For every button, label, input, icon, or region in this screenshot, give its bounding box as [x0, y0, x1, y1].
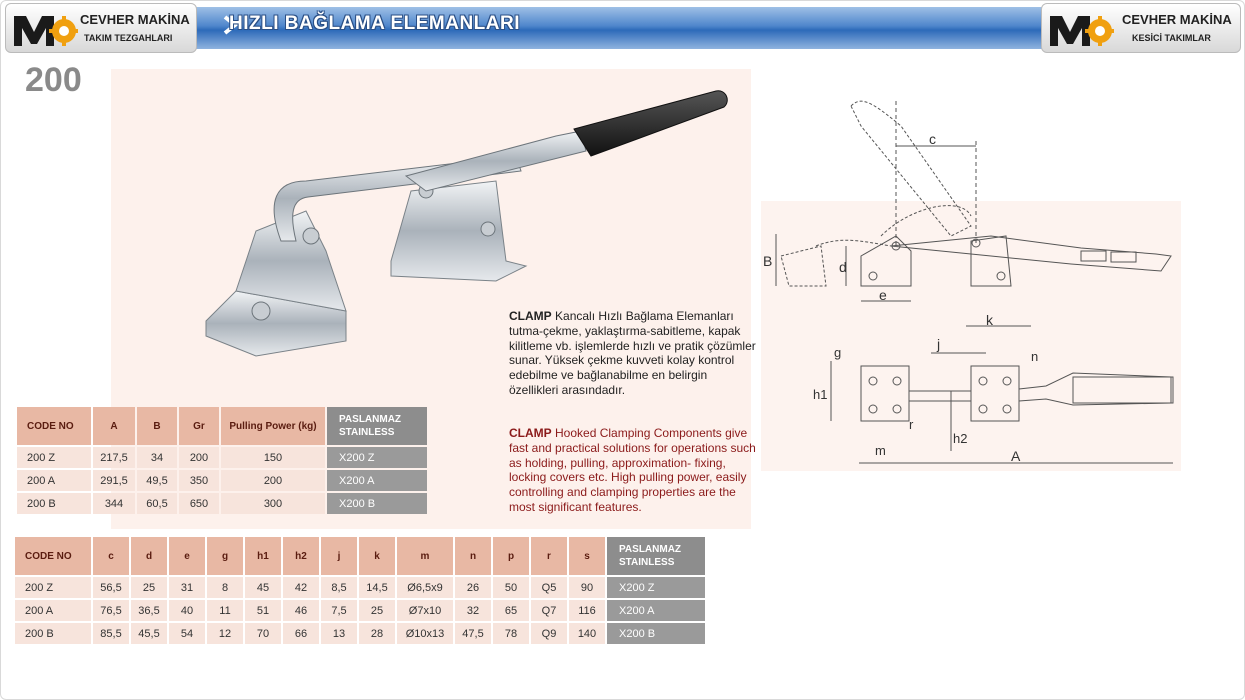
cell: 300: [221, 493, 325, 514]
cell: 66: [283, 623, 319, 644]
cell: X200 Z: [607, 577, 705, 598]
cell: 25: [359, 600, 395, 621]
col-j: j: [321, 537, 357, 575]
label-n: n: [1031, 349, 1039, 364]
col-code: CODE NO: [15, 537, 91, 575]
cell: 14,5: [359, 577, 395, 598]
model-number: 200: [25, 61, 82, 99]
label-h2: h2: [953, 431, 968, 446]
cell: Q5: [531, 577, 567, 598]
cell: 13: [321, 623, 357, 644]
cell: 49,5: [137, 470, 177, 491]
col-d: d: [131, 537, 167, 575]
cell: 45: [245, 577, 281, 598]
col-k: k: [359, 537, 395, 575]
table-header-row: [17, 407, 427, 445]
cell: X200 B: [327, 493, 427, 514]
cell: 78: [493, 623, 529, 644]
cell: 34: [137, 447, 177, 468]
cell: 8,5: [321, 577, 357, 598]
col-A: A: [93, 407, 135, 445]
col-g: g: [207, 537, 243, 575]
cell: 85,5: [93, 623, 129, 644]
table-row: [15, 577, 705, 598]
cell: 76,5: [93, 600, 129, 621]
col-B: B: [137, 407, 177, 445]
cell: 116: [569, 600, 605, 621]
col-r: r: [531, 537, 567, 575]
cell: Ø10x13: [397, 623, 453, 644]
label-e: e: [879, 287, 887, 303]
cell: 344: [93, 493, 135, 514]
col-c: c: [93, 537, 129, 575]
description-tr-lead: CLAMP: [509, 309, 552, 323]
cell: 150: [221, 447, 325, 468]
cell: 217,5: [93, 447, 135, 468]
col-m: m: [397, 537, 453, 575]
label-m: m: [875, 443, 886, 458]
cell: 12: [207, 623, 243, 644]
description-en: [509, 426, 759, 515]
col-Gr: Gr: [179, 407, 219, 445]
cell: 31: [169, 577, 205, 598]
description-en-text: Hooked Clamping Components give fast and practical solutions for operations such as holding, pulling, approximation- fixing, locking covers etc. High pulling power, easily controlling and clamping properties are the most significant features.: [509, 426, 756, 514]
cell: 28: [359, 623, 395, 644]
label-g: g: [834, 345, 842, 360]
main-dimensions-table: [15, 405, 429, 516]
col-s: s: [569, 537, 605, 575]
cell: 200 A: [15, 600, 91, 621]
cell: 26: [455, 577, 491, 598]
detail-dimensions-table: [13, 535, 707, 646]
cell: 56,5: [93, 577, 129, 598]
col-pulling-power: Pulling Power (kg): [221, 407, 325, 445]
col-h1: h1: [245, 537, 281, 575]
cell: 11: [207, 600, 243, 621]
description-en-lead: CLAMP: [509, 426, 552, 440]
cell: 42: [283, 577, 319, 598]
cell: 70: [245, 623, 281, 644]
cell: 7,5: [321, 600, 357, 621]
table-row: [15, 623, 705, 644]
table-row: [17, 470, 427, 491]
cell: 200 Z: [17, 447, 91, 468]
cell: 25: [131, 577, 167, 598]
label-h1: h1: [813, 387, 828, 402]
logo-left: [5, 3, 197, 53]
col-stainless: PASLANMAZ STAINLESS: [327, 407, 427, 445]
cell: 51: [245, 600, 281, 621]
cell: 8: [207, 577, 243, 598]
cell: 40: [169, 600, 205, 621]
cell: 32: [455, 600, 491, 621]
col-n: n: [455, 537, 491, 575]
cell: 200 Z: [15, 577, 91, 598]
cell: X200 A: [327, 470, 427, 491]
logo-left-name: CEVHER MAKİNA: [80, 12, 190, 27]
label-B: B: [763, 253, 773, 269]
cell: 200 B: [17, 493, 91, 514]
table-row: [15, 600, 705, 621]
description-tr-text: Kancalı Hızlı Bağlama Elemanları tutma-çekme, yaklaştırma-sabitleme, kapak kilitleme vb. işlemlerde hızlı ve pratik çözümler sunar. Yüksek çekme kuvveti kolay kontrol edebilme ve bağlanabilme en belirgin özellikleri arasındadır.: [509, 309, 756, 397]
cell: 45,5: [131, 623, 167, 644]
company-logo-icon: [12, 10, 78, 50]
side-view-drawing: [761, 86, 1186, 316]
label-r: r: [909, 417, 914, 432]
cell: X200 A: [607, 600, 705, 621]
cell: Q9: [531, 623, 567, 644]
cell: 47,5: [455, 623, 491, 644]
cell: Ø6,5x9: [397, 577, 453, 598]
cell: Ø7x10: [397, 600, 453, 621]
cell: 60,5: [137, 493, 177, 514]
cell: X200 B: [607, 623, 705, 644]
cell: 65: [493, 600, 529, 621]
table-header-row: [15, 537, 705, 575]
cell: 200 A: [17, 470, 91, 491]
logo-right-sub: KESİCİ TAKIMLAR: [1132, 33, 1211, 43]
table-row: [17, 493, 427, 514]
cell: 650: [179, 493, 219, 514]
description-tr: [509, 309, 759, 398]
cell: 36,5: [131, 600, 167, 621]
cell: 46: [283, 600, 319, 621]
cell: X200 Z: [327, 447, 427, 468]
col-stainless: PASLANMAZ STAINLESS: [607, 537, 705, 575]
cell: 350: [179, 470, 219, 491]
label-c: c: [929, 131, 936, 147]
label-A: A: [1011, 448, 1021, 464]
label-j: j: [937, 336, 941, 352]
logo-right: [1041, 3, 1241, 53]
col-h2: h2: [283, 537, 319, 575]
page-title: HIZLI BAĞLAMA ELEMANLARI: [229, 13, 520, 34]
logo-right-name: CEVHER MAKİNA: [1122, 12, 1232, 27]
cell: 200: [179, 447, 219, 468]
col-p: p: [493, 537, 529, 575]
cell: 140: [569, 623, 605, 644]
logo-left-sub: TAKIM TEZGAHLARI: [84, 33, 173, 43]
label-d: d: [839, 259, 847, 275]
cell: 291,5: [93, 470, 135, 491]
company-logo-icon: [1048, 10, 1114, 50]
top-view-drawing: [811, 311, 1186, 471]
cell: 50: [493, 577, 529, 598]
label-k: k: [986, 312, 993, 328]
col-code: CODE NO: [17, 407, 91, 445]
table-row: [17, 447, 427, 468]
cell: Q7: [531, 600, 567, 621]
cell: 90: [569, 577, 605, 598]
cell: 200: [221, 470, 325, 491]
cell: 200 B: [15, 623, 91, 644]
cell: 54: [169, 623, 205, 644]
col-e: e: [169, 537, 205, 575]
